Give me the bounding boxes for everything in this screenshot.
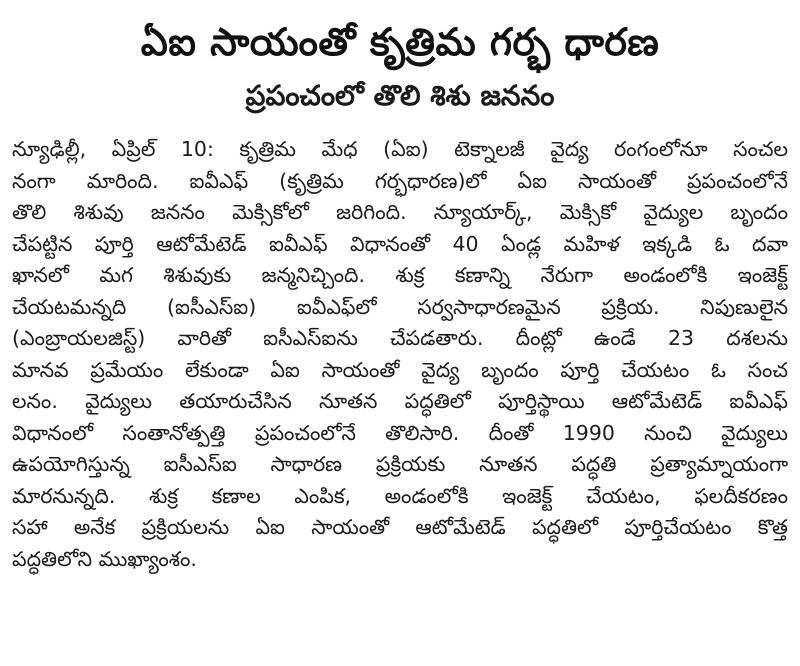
body-line: నంగా మారింది. ఐవీఎఫ్ (కృత్రిమ గర్భధారణ)లో ఏఐ సాయంతో ప్రపంచంలోనే — [12, 168, 788, 193]
body-line: విధానంలో సంతానోత్పత్తి ప్రపంచంలోనే తొలిసారి. దీంతో 1990 నుంచి వైద్యులు — [12, 420, 788, 445]
body-line: మానవ ప్రమేయం లేకుండా ఏఐ సాయంతో వైద్య బృందం పూర్తి చేయటం ఓ సంచ — [12, 357, 788, 382]
headline: ఏఐ సాయంతో కృత్రిమ గర్భ ధారణ — [140, 20, 660, 64]
body-line: తొలి శిశువు జననం మెక్సికోలో జరిగింది. న్యూయార్క్, మెక్సికో వైద్యుల బృందం — [12, 200, 788, 224]
body-line: పద్ధతిలోని ముఖ్యాంశం. — [12, 546, 197, 571]
body-line: ఉపయోగిస్తున్న ఐసీఎస్ఐ సాధారణ ప్రక్రియకు నూతన పద్ధతి ప్రత్యామ్నాయంగా — [12, 452, 788, 476]
body-line: న్యూఢిల్లీ, ఏప్రిల్ 10: కృత్రిమ మేధ (ఏఐ) టెక్నాలజీ వైద్య రంగంలోనూ సంచల — [12, 137, 788, 161]
body-line: చేయటమన్నది (ఐసీఎస్ఐ) ఐవీఎఫ్‌లో సర్వసాధారణమైన ప్రక్రియ. నిపుణులైన — [12, 294, 788, 319]
body-line: సహా అనేక ప్రక్రియలను ఏఐ సాయంతో ఆటోమేటెడ్ పద్ధతిలో పూర్తిచేయటం కొత్త — [12, 515, 788, 539]
body-line: లనం. వైద్యులు తయారుచేసిన నూతన పద్ధతిలో పూర్తిస్థాయి ఆటోమేటెడ్ ఐవీఎఫ్ — [12, 389, 788, 413]
body-line: చేపట్టిన పూర్తి ఆటోమేటెడ్ ఐవీఎఫ్ విధానంతో 40 ఏండ్ల మహిళ ఇక్కడి ఓ దవా — [12, 231, 788, 256]
body-line: మారనున్నది. శుక్ర కణాల ఎంపిక, అండంలోకి ఇంజెక్ట్ చేయటం, ఫలదీకరణం — [12, 483, 788, 508]
subheadline: ప్రపంచంలో తొలి శిశు జననం — [245, 79, 555, 112]
article-body — [10, 134, 790, 575]
body-line: ఖానలో మగ శిశువుకు జన్మనిచ్చింది. శుక్ర కణాన్ని నేరుగా అండంలోకి ఇంజెక్ట్ — [12, 263, 788, 287]
body-line: (ఎంబ్రాయలజిస్ట్) వారితో ఐసీఎస్ఐను చేపడతారు. దీంట్లో ఉండే 23 దశలను — [12, 326, 788, 350]
